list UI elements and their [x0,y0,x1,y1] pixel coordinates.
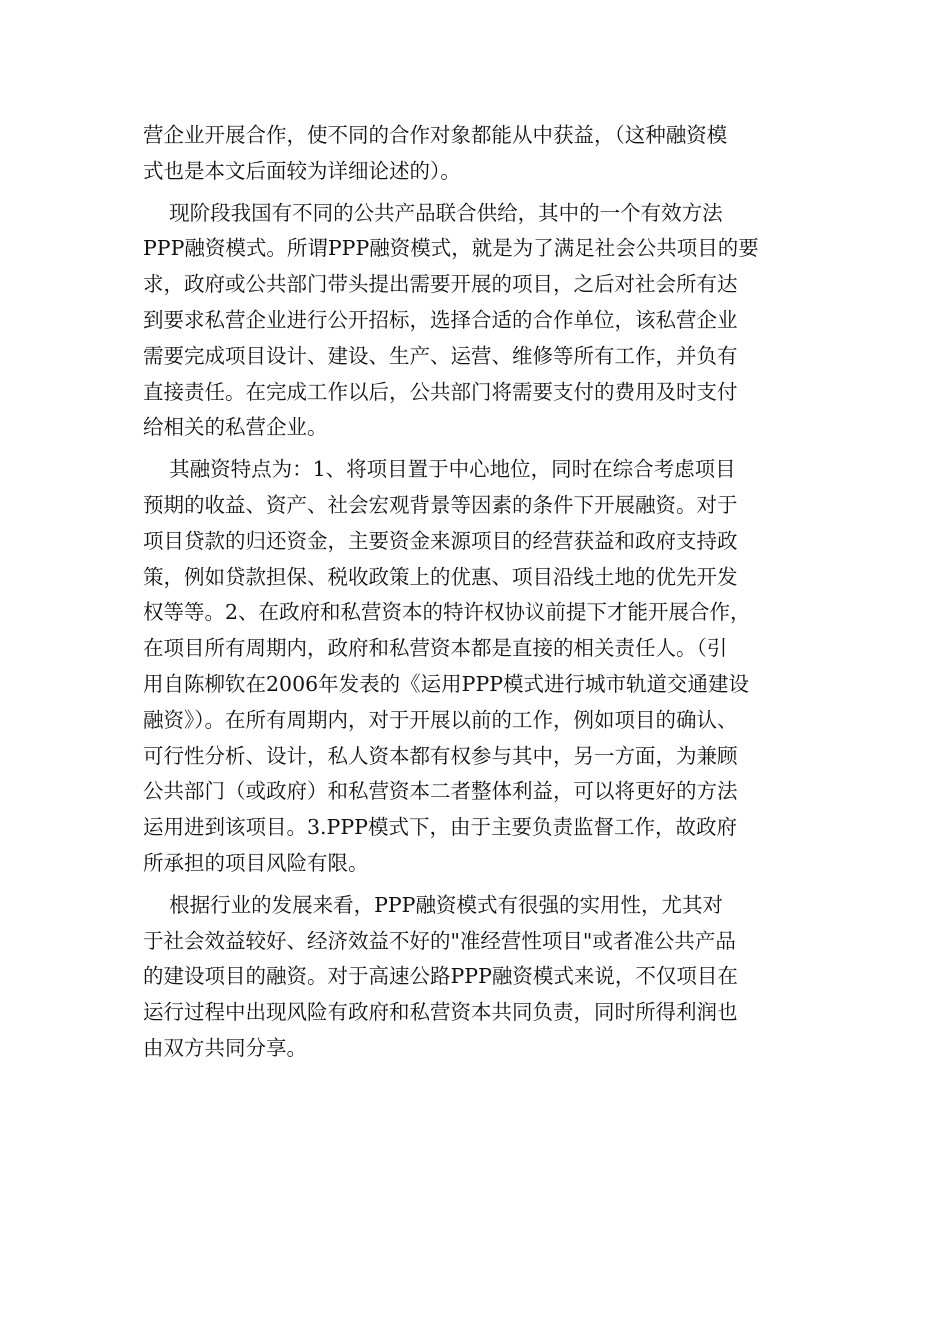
text-line: 权等等。2、在政府和私营资本的特许权协议前提下才能开展合作， [143,600,751,625]
text-line: 项目贷款的归还资金，主要资金来源项目的经营获益和政府支持政 [143,528,738,553]
paragraph-2 [143,196,815,447]
text-line: 需要完成项目设计、建设、生产、运营、维修等所有工作，并负有 [143,343,738,368]
paragraph-4 [143,888,815,1067]
text-line: 于社会效益较好、经济效益不好的"准经营性项目"或者准公共产品 [143,928,736,953]
text-line: 求，政府或公共部门带头提出需要开展的项目，之后对社会所有达 [143,272,738,297]
text-line: 直接责任。在完成工作以后，公共部门将需要支付的费用及时支付 [143,379,738,404]
text-line: 给相关的私营企业。 [143,415,328,440]
text-line: 运用进到该项目。3.PPP模式下，由于主要负责监督工作，故政府 [143,815,737,840]
text-line: 由双方共同分享。 [143,1035,307,1060]
text-line: 现阶段我国有不同的公共产品联合供给，其中的一个有效方法 [143,200,723,225]
text-line: 营企业开展合作，使不同的合作对象都能从中获益，（这种融资模 [143,123,728,147]
text-line: PPP融资模式。所谓PPP融资模式，就是为了满足社会公共项目的要 [143,236,759,261]
text-line: 可行性分析、设计，私人资本都有权参与其中，另一方面，为兼顾 [143,743,738,768]
text-line: 式也是本文后面较为详细论述的）。 [143,158,461,183]
text-line: 策，例如贷款担保、税收政策上的优惠、项目沿线土地的优先开发 [143,564,738,589]
text-line: 运行过程中出现风险有政府和私营资本共同负责，同时所得利润也 [143,1000,738,1025]
text-line: 公共部门（或政府）和私营资本二者整体利益，可以将更好的方法 [143,779,738,804]
paragraph-3 [143,452,815,882]
text-line: 到要求私营企业进行公开招标，选择合适的合作单位，该私营企业 [143,307,738,332]
text-line: 的建设项目的融资。对于高速公路PPP融资模式来说，不仅项目在 [143,964,738,989]
text-line: 在项目所有周期内，政府和私营资本都是直接的相关责任人。（引 [143,636,728,661]
paragraph-1 [143,118,815,190]
text-line: 用自陈柳钦在2006年发表的《运用PPP模式进行城市轨道交通建设 [143,671,750,696]
text-line: 其融资特点为：1、将项目置于中心地位，同时在综合考虑项目 [143,457,736,482]
text-line: 预期的收益、资产、社会宏观背景等因素的条件下开展融资。对于 [143,492,738,517]
text-line: 所承担的项目风险有限。 [143,850,369,875]
body-text [143,118,815,1067]
text-line: 融资》）。在所有周期内，对于开展以前的工作，例如项目的确认、 [143,707,738,732]
text-line: 根据行业的发展来看，PPP融资模式有很强的实用性，尤其对 [143,892,723,917]
